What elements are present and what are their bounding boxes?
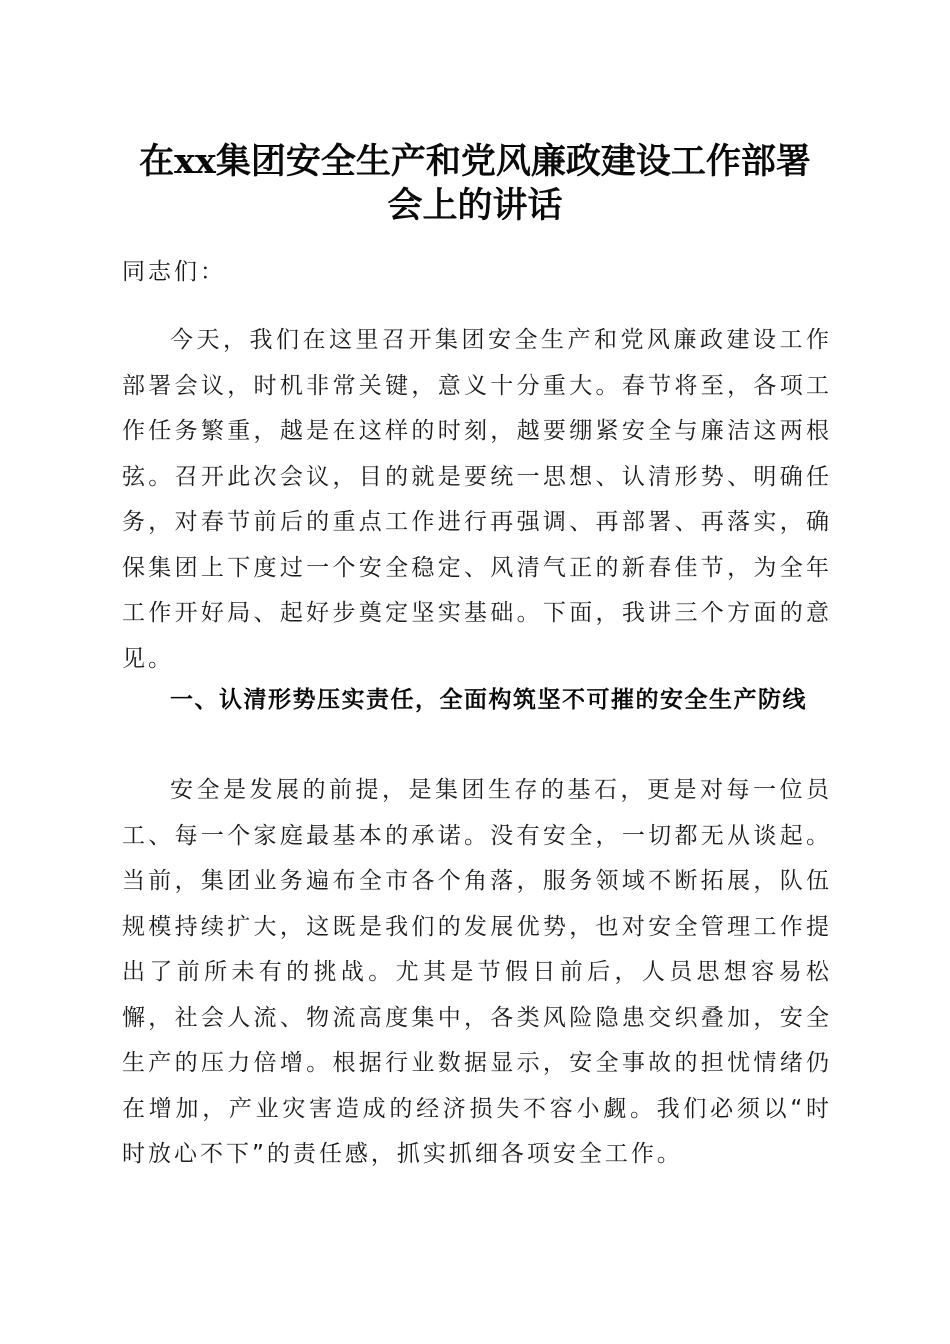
title-line-1: 在xx集团安全生产和党风廉政建设工作部署 (139, 141, 811, 182)
document-title (60, 140, 890, 228)
paragraph-intro: 今天，我们在这里召开集团安全生产和党风廉政建设工作部署会议，时机非常关键，意义十分重大。春节将至，各项工作任务繁重，越是在这样的时刻，越要绷紧安全与廉洁这两根弦。召开此次会议，目的就是要统一思想、认清形势、明确任务，对春节前后的重点工作进行再强调、再部署、再落实，确保集团上下度过一个安全稳定、风清气正的新春佳节，为全年工作开好局、起好步奠定坚实基础。下面，我讲三个方面的意见。 (122, 327, 832, 672)
salutation: 同志们： (122, 259, 226, 285)
paragraph-safety: 安全是发展的前提，是集团生存的基石，更是对每一位员工、每一个家庭最基本的承诺。没有安全，一切都无从谈起。当前，集团业务遍布全市各个角落，服务领域不断拓展，队伍规模持续扩大，这既是我们的发展优势，也对安全管理工作提出了前所未有的挑战。尤其是节假日前后，人员思想容易松懈，社会人流、物流高度集中，各类风险隐患交织叠加，安全生产的压力倍增。根据行业数据显示，安全事故的担忧情绪仍在增加，产业灾害造成的经济损失不容小觑。我们必须以“时时放心不下”的责任感，抓实抓细各项安全工作。 (122, 777, 832, 1167)
section-heading-1: 一、认清形势压实责任，全面构筑坚不可摧的安全生产防线 (170, 687, 807, 713)
title-line-2: 会上的讲话 (387, 185, 563, 226)
